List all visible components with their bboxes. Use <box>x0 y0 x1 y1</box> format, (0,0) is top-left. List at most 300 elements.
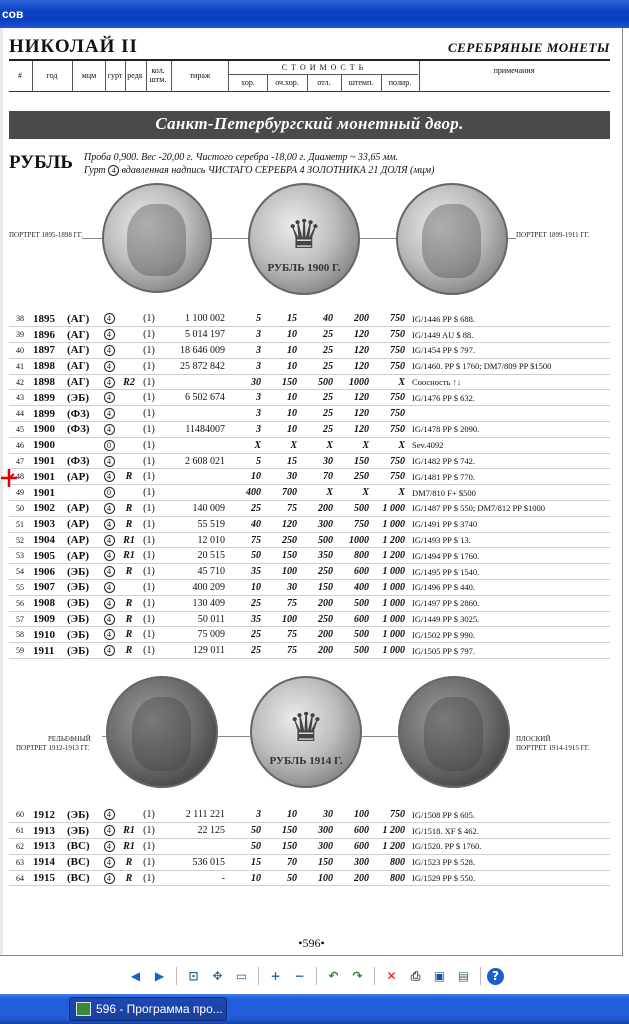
viewer-toolbar <box>0 962 629 990</box>
row-value: X <box>371 485 407 501</box>
row-note: IG/1491 PP $ 3740 <box>407 516 610 532</box>
row-rarity <box>119 406 139 422</box>
toolbar-separator <box>176 967 177 985</box>
row-value: 10 <box>263 327 299 343</box>
row-edge <box>99 501 119 517</box>
row-number: 51 <box>9 516 31 532</box>
row-die-count: (1) <box>139 390 159 406</box>
row-value: 300 <box>299 839 335 855</box>
row-year: 1896 <box>31 327 65 343</box>
print-button[interactable]: ⎙ <box>410 968 421 983</box>
row-mint: (ЭБ) <box>65 595 99 611</box>
row-value: 10 <box>263 343 299 359</box>
row-value: 1 000 <box>371 643 407 659</box>
row-note: IG/1482 PP $ 742. <box>407 453 610 469</box>
row-die-count: (1) <box>139 643 159 659</box>
row-value: 1 200 <box>371 839 407 855</box>
zoom-in-button[interactable]: + <box>270 969 281 983</box>
delete-button[interactable]: ✕ <box>386 969 397 983</box>
row-rarity: R <box>119 501 139 517</box>
coin-connector <box>212 238 248 239</box>
row-rarity: R <box>119 595 139 611</box>
table-row <box>9 595 610 611</box>
row-value: 300 <box>299 516 335 532</box>
page-header-left: НИКОЛАЙ II <box>9 36 138 57</box>
row-value: 25 <box>227 643 263 659</box>
table-row <box>9 643 610 659</box>
row-mint: (АГ) <box>65 343 99 359</box>
row-note: IG/1454 PP $ 797. <box>407 343 610 359</box>
row-note: IG/1446 PP $ 688. <box>407 311 610 327</box>
row-note: IG/1493 PP $ 13. <box>407 532 610 548</box>
row-edge <box>99 532 119 548</box>
actual-size-button[interactable]: ✥ <box>212 969 223 983</box>
row-year: 1905 <box>31 548 65 564</box>
row-value: 75 <box>227 532 263 548</box>
row-mint: (АР) <box>65 532 99 548</box>
row-mint: (ФЗ) <box>65 453 99 469</box>
row-mint: (ЭБ) <box>65 611 99 627</box>
row-edge <box>99 580 119 596</box>
edge-type-mark: 0 <box>104 440 115 451</box>
row-year: 1908 <box>31 595 65 611</box>
edge-type-mark: 4 <box>104 313 115 324</box>
edge-type-mark: 4 <box>104 598 115 609</box>
row-edge <box>99 823 119 839</box>
coin-legend-1914: РУБЛЬ 1914 Г. <box>269 754 343 767</box>
row-value: 25 <box>299 343 335 359</box>
col-mint: мцм <box>81 71 97 80</box>
row-year: 1903 <box>31 516 65 532</box>
row-value: 500 <box>335 627 371 643</box>
page-edge <box>0 28 3 956</box>
row-value: 30 <box>263 469 299 485</box>
row-rarity <box>119 343 139 359</box>
row-edge <box>99 437 119 453</box>
page-number: •596• <box>298 936 325 950</box>
edit-button[interactable]: ▤ <box>457 969 470 983</box>
row-value: 10 <box>263 358 299 374</box>
row-value: 15 <box>263 453 299 469</box>
row-value: 700 <box>263 485 299 501</box>
row-edge <box>99 643 119 659</box>
row-value: 1 000 <box>371 611 407 627</box>
row-mintage: 1 100 002 <box>159 311 227 327</box>
row-note: Sev.4092 <box>407 437 610 453</box>
row-value: 1 000 <box>371 580 407 596</box>
row-mintage <box>159 437 227 453</box>
row-year: 1910 <box>31 627 65 643</box>
col-edge: гурт <box>107 71 123 80</box>
next-image-button[interactable]: ▶ <box>154 969 165 983</box>
row-value: 750 <box>371 406 407 422</box>
row-mintage: 18 646 009 <box>159 343 227 359</box>
table-row <box>9 516 610 532</box>
edge-type-mark: 0 <box>104 487 115 498</box>
row-value: 600 <box>335 611 371 627</box>
row-value: 1 000 <box>371 595 407 611</box>
row-mint: (ЭБ) <box>65 390 99 406</box>
rotate-cw-button[interactable]: ↷ <box>352 969 363 983</box>
row-mint: (АГ) <box>65 374 99 390</box>
edge-type-mark: 4 <box>104 841 115 852</box>
row-mintage: 12 010 <box>159 532 227 548</box>
col-value-group: С Т О И М О С Т Ь <box>228 63 418 75</box>
row-value: 200 <box>299 627 335 643</box>
row-value: 5 <box>227 453 263 469</box>
row-die-count: (1) <box>139 839 159 855</box>
row-number: 58 <box>9 627 31 643</box>
row-rarity: R1 <box>119 823 139 839</box>
row-note: IG/1478 PP $ 2090. <box>407 422 610 438</box>
row-number: 63 <box>9 854 31 870</box>
row-die-count: (1) <box>139 485 159 501</box>
row-value: 150 <box>263 839 299 855</box>
caption-relief-portrait: ПОРТРЕТ 1912-1913 ГГ. <box>16 744 90 752</box>
row-value: 100 <box>263 564 299 580</box>
row-value: 25 <box>227 501 263 517</box>
row-note: IG/1505 PP $ 797. <box>407 643 610 659</box>
row-value: 150 <box>263 374 299 390</box>
table-row <box>9 485 610 501</box>
row-value: 3 <box>227 343 263 359</box>
row-value: 150 <box>299 580 335 596</box>
row-value: 1 000 <box>371 516 407 532</box>
row-mintage: 140 009 <box>159 501 227 517</box>
row-mintage: 22 125 <box>159 823 227 839</box>
edge-type-mark: 4 <box>104 408 115 419</box>
row-number: 53 <box>9 548 31 564</box>
row-edge <box>99 595 119 611</box>
row-year: 1901 <box>31 469 65 485</box>
row-number: 45 <box>9 422 31 438</box>
table-row <box>9 532 610 548</box>
row-value: 30 <box>227 374 263 390</box>
row-die-count: (1) <box>139 870 159 886</box>
table-row <box>9 327 610 343</box>
row-value: 200 <box>299 501 335 517</box>
coin-connector <box>218 736 250 737</box>
zoom-out-button[interactable]: − <box>294 969 305 983</box>
row-die-count: (1) <box>139 854 159 870</box>
row-die-count: (1) <box>139 627 159 643</box>
rotate-ccw-button[interactable]: ↶ <box>328 969 339 983</box>
best-fit-button[interactable]: ⊡ <box>188 969 199 983</box>
row-mintage: 130 409 <box>159 595 227 611</box>
table-row <box>9 627 610 643</box>
coin-reverse-1914 <box>250 676 362 788</box>
slideshow-button[interactable]: ▭ <box>235 969 248 983</box>
row-value: 250 <box>299 564 335 580</box>
row-value: 10 <box>227 469 263 485</box>
row-value: 50 <box>227 548 263 564</box>
row-value: 150 <box>263 823 299 839</box>
row-mintage: 2 608 021 <box>159 453 227 469</box>
row-mint: (ЭБ) <box>65 627 99 643</box>
row-value: 1 000 <box>371 564 407 580</box>
row-value: 500 <box>299 532 335 548</box>
row-note: IG/1476 PP $ 632. <box>407 390 610 406</box>
row-value: X <box>299 485 335 501</box>
table-row <box>9 854 610 870</box>
row-die-count: (1) <box>139 358 159 374</box>
row-value: X <box>263 437 299 453</box>
ruble-specs: Проба 0,900. Вес -20,00 г. Чистого серебра -18,00 г. Диаметр ~ 33,65 мм. <box>84 152 399 163</box>
row-die-count: (1) <box>139 532 159 548</box>
row-mint: (ФЗ) <box>65 422 99 438</box>
row-value: 150 <box>263 548 299 564</box>
taskbar-window-label: 596 - Программа про... <box>96 1002 223 1016</box>
row-mintage: 6 502 674 <box>159 390 227 406</box>
edge-type-mark: 4 <box>104 614 115 625</box>
row-value: 25 <box>299 390 335 406</box>
row-value: 150 <box>299 854 335 870</box>
row-die-count: (1) <box>139 374 159 390</box>
row-value: X <box>371 437 407 453</box>
save-button[interactable]: ▣ <box>433 969 446 983</box>
toolbar-separator <box>480 967 481 985</box>
row-value: 30 <box>263 580 299 596</box>
caption-flat-portrait: ПОРТРЕТ 1914-1915 ГГ. <box>516 744 590 752</box>
row-rarity <box>119 807 139 823</box>
row-number: 42 <box>9 374 31 390</box>
row-edge <box>99 311 119 327</box>
row-number: 49 <box>9 485 31 501</box>
row-value: 500 <box>299 374 335 390</box>
row-note: IG/1497 PP $ 2860. <box>407 595 610 611</box>
table-row <box>9 564 610 580</box>
row-mintage <box>159 839 227 855</box>
row-value: 1 200 <box>371 823 407 839</box>
row-value: 25 <box>227 627 263 643</box>
row-number: 41 <box>9 358 31 374</box>
row-rarity <box>119 358 139 374</box>
cursor-marker-icon <box>0 468 18 488</box>
row-note: IG/1523 PP $ 528. <box>407 854 610 870</box>
row-number: 61 <box>9 823 31 839</box>
row-note: IG/1495 PP $ 1540. <box>407 564 610 580</box>
table-row <box>9 807 610 823</box>
coin-connector <box>508 238 516 239</box>
edge-type-mark: 4 <box>104 503 115 514</box>
eagle-emblem-icon: ♛ <box>286 211 322 257</box>
row-year: 1900 <box>31 437 65 453</box>
row-value: 75 <box>263 595 299 611</box>
taskbar-window-button[interactable] <box>69 997 227 1021</box>
col-grade-xf: отл. <box>317 78 331 87</box>
row-edge <box>99 807 119 823</box>
row-mint <box>65 485 99 501</box>
coin-portrait-1895 <box>102 183 212 293</box>
row-value: 250 <box>263 532 299 548</box>
row-note <box>407 406 610 422</box>
row-edge <box>99 469 119 485</box>
row-number: 64 <box>9 870 31 886</box>
row-value: 750 <box>371 327 407 343</box>
row-number: 43 <box>9 390 31 406</box>
row-mintage: 129 011 <box>159 643 227 659</box>
row-value: 120 <box>335 422 371 438</box>
row-year: 1904 <box>31 532 65 548</box>
coin-connector <box>360 238 396 239</box>
row-value: 15 <box>263 311 299 327</box>
row-value: 120 <box>335 358 371 374</box>
row-mintage <box>159 406 227 422</box>
row-value: 750 <box>371 343 407 359</box>
row-rarity: R <box>119 611 139 627</box>
row-note: IG/1529 PP $ 550. <box>407 870 610 886</box>
row-mint: (АР) <box>65 516 99 532</box>
row-value: 750 <box>371 311 407 327</box>
col-grade-vg: хор. <box>241 78 255 87</box>
row-value: 500 <box>335 595 371 611</box>
row-rarity: R <box>119 564 139 580</box>
row-mint: (АР) <box>65 548 99 564</box>
row-rarity <box>119 311 139 327</box>
row-mintage: 400 209 <box>159 580 227 596</box>
row-year: 1913 <box>31 823 65 839</box>
row-rarity <box>119 453 139 469</box>
row-mintage: 536 015 <box>159 854 227 870</box>
row-value: 100 <box>335 807 371 823</box>
row-rarity <box>119 422 139 438</box>
eagle-emblem-icon: ♛ <box>288 704 324 750</box>
row-mintage: 5 014 197 <box>159 327 227 343</box>
row-value: 120 <box>335 327 371 343</box>
row-die-count: (1) <box>139 311 159 327</box>
table-row <box>9 870 610 886</box>
row-mint: (ЭБ) <box>65 823 99 839</box>
row-value: 750 <box>371 469 407 485</box>
row-value: 1 200 <box>371 532 407 548</box>
row-value: 75 <box>263 643 299 659</box>
row-year: 1895 <box>31 311 65 327</box>
window-title: сов <box>2 7 24 21</box>
row-mint: (ФЗ) <box>65 406 99 422</box>
edge-type-mark: 4 <box>104 857 115 868</box>
window-titlebar[interactable] <box>0 0 629 28</box>
table-row <box>9 501 610 517</box>
row-die-count: (1) <box>139 548 159 564</box>
row-edge <box>99 611 119 627</box>
image-viewer[interactable] <box>0 28 629 962</box>
ruble-title: РУБЛЬ <box>9 152 73 173</box>
caption-portrait-1899: ПОРТРЕТ 1899-1911 ГГ. <box>516 231 590 239</box>
row-edge <box>99 627 119 643</box>
row-value: 250 <box>299 611 335 627</box>
row-mint: (ВС) <box>65 870 99 886</box>
row-die-count: (1) <box>139 580 159 596</box>
row-number: 56 <box>9 595 31 611</box>
row-mint: (ЭБ) <box>65 564 99 580</box>
row-die-count: (1) <box>139 501 159 517</box>
row-rarity <box>119 580 139 596</box>
row-mintage: 11484007 <box>159 422 227 438</box>
row-number: 48 <box>9 469 31 485</box>
row-rarity: R <box>119 643 139 659</box>
row-value: 200 <box>299 643 335 659</box>
previous-image-button[interactable]: ◀ <box>130 969 141 983</box>
row-mintage: - <box>159 870 227 886</box>
row-year: 1899 <box>31 390 65 406</box>
row-mintage: 55 519 <box>159 516 227 532</box>
coin-legend-1900: РУБЛЬ 1900 Г. <box>267 261 341 274</box>
edge-type-mark: 4 <box>104 550 115 561</box>
row-value: 3 <box>227 327 263 343</box>
row-value: 10 <box>263 422 299 438</box>
row-number: 52 <box>9 532 31 548</box>
row-number: 40 <box>9 343 31 359</box>
row-year: 1913 <box>31 839 65 855</box>
edge-type-mark: 4 <box>104 535 115 546</box>
row-rarity <box>119 485 139 501</box>
caption-flat-label: ПЛОСКИЙ <box>516 735 551 743</box>
row-mintage: 75 009 <box>159 627 227 643</box>
row-number: 57 <box>9 611 31 627</box>
row-value: 50 <box>227 839 263 855</box>
row-value: 3 <box>227 807 263 823</box>
row-edge <box>99 839 119 855</box>
row-rarity <box>119 437 139 453</box>
row-mintage: 45 710 <box>159 564 227 580</box>
edge-type-mark: 4 <box>104 345 115 356</box>
row-value: 35 <box>227 611 263 627</box>
col-year: год <box>46 71 58 80</box>
row-value: 30 <box>299 807 335 823</box>
row-value: X <box>371 374 407 390</box>
table-row <box>9 406 610 422</box>
table-row <box>9 437 610 453</box>
toolbar-separator <box>258 967 259 985</box>
row-value: 300 <box>335 854 371 870</box>
row-mintage: 20 515 <box>159 548 227 564</box>
row-note: IG/1496 PP $ 440. <box>407 580 610 596</box>
row-value: 350 <box>299 548 335 564</box>
row-value: 5 <box>227 311 263 327</box>
coin-reverse-1900 <box>248 183 360 295</box>
row-value: 120 <box>263 516 299 532</box>
row-value: 30 <box>299 453 335 469</box>
edge-type-mark: 4 <box>104 582 115 593</box>
row-note: IG/1494 PP $ 1760. <box>407 548 610 564</box>
row-rarity: R <box>119 627 139 643</box>
help-button[interactable]: ? <box>487 968 504 985</box>
row-note: IG/1520. PP $ 1760. <box>407 839 610 855</box>
edge-type-mark: 4 <box>104 629 115 640</box>
row-mint: (АГ) <box>65 358 99 374</box>
row-rarity <box>119 327 139 343</box>
row-value: 750 <box>371 422 407 438</box>
row-year: 1897 <box>31 343 65 359</box>
row-number: 38 <box>9 311 31 327</box>
row-die-count: (1) <box>139 564 159 580</box>
row-rarity: R <box>119 516 139 532</box>
table-row <box>9 453 610 469</box>
row-rarity: R1 <box>119 532 139 548</box>
column-header <box>9 61 610 92</box>
table-row <box>9 469 610 485</box>
row-mint: (АР) <box>65 469 99 485</box>
row-value: 25 <box>299 358 335 374</box>
row-value: 200 <box>335 311 371 327</box>
row-edge <box>99 854 119 870</box>
col-grade-vf: оч.хор. <box>275 78 299 87</box>
coin-connector <box>362 736 398 737</box>
table-row <box>9 839 610 855</box>
row-value: 100 <box>263 611 299 627</box>
row-value: X <box>335 485 371 501</box>
row-value: 3 <box>227 358 263 374</box>
